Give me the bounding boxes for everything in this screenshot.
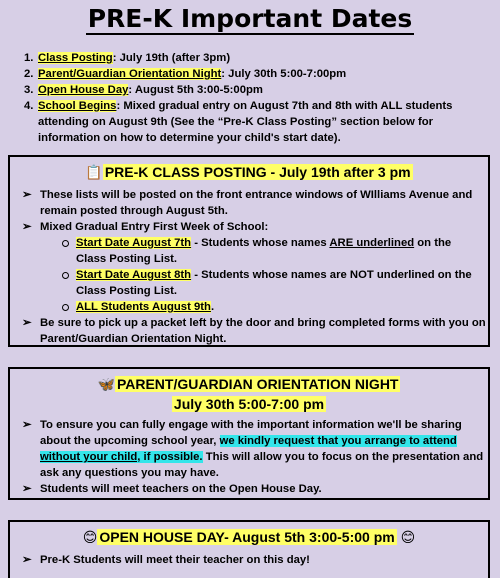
list-item: Start Date August 7th - Students whose names ARE underlined on the Class Posting List. xyxy=(10,235,488,267)
arrow-icon: ➢ xyxy=(22,189,32,201)
list-item: ➢ Be sure to pick up a packet left by the door and bring completed forms with you on Parent/Guardian Orientation Night. xyxy=(22,317,486,345)
list-item: 3. Open House Day: August 5th 3:00-5:00pm xyxy=(24,84,263,96)
section-subheading: July 30th 5:00-7:00 pm xyxy=(173,396,325,412)
section-heading: 😊 OPEN HOUSE DAY- August 5th 3:00-5:00 pm 😊 xyxy=(82,529,416,546)
list-item: ➢ To ensure you can fully engage with the important information we'll be sharing about the upcoming school year, we kindly request that you arrange to attend without your child, if possible. This will allow you to focus on the presentation and ask any questions you may have. xyxy=(22,419,484,479)
list-item: 1. Class Posting: July 19th (after 3pm) xyxy=(24,52,231,64)
list-item: 2. Parent/Guardian Orientation Night: July 30th 5:00-7:00pm xyxy=(24,68,347,80)
list-item: ALL Students August 9th. xyxy=(10,299,488,315)
smile-icon: 😊 xyxy=(82,530,98,546)
arrow-icon: ➢ xyxy=(22,317,32,329)
list-item: Start Date August 8th - Students whose names are NOT underlined on the Class Posting List. xyxy=(10,267,488,299)
list-item: 4. School Begins: Mixed gradual entry on August 7th and 8th with ALL students attending on August 9th (See the “Pre-K Class Posting” section below for information on how to determine your child's start date). xyxy=(24,100,453,144)
section-heading: 🦋 PARENT/GUARDIAN ORIENTATION NIGHT xyxy=(97,376,399,393)
list-item: ➢ Mixed Gradual Entry First Week of School: xyxy=(22,221,269,233)
list-item: ➢ These lists will be posted on the front entrance windows of WIlliams Avenue and remain posted through August 5th. xyxy=(22,189,473,217)
class-posting-section xyxy=(8,155,490,347)
arrow-icon: ➢ xyxy=(22,419,32,431)
smile-icon: 😊 xyxy=(400,530,416,546)
circle-bullet-icon xyxy=(62,240,69,247)
page-title: PRE-K Important Dates xyxy=(87,4,413,33)
key-dates-list xyxy=(24,50,484,146)
circle-bullet-icon xyxy=(62,272,69,279)
arrow-icon: ➢ xyxy=(22,554,32,566)
circle-bullet-icon xyxy=(62,304,69,311)
butterfly-icon: 🦋 xyxy=(97,377,115,393)
arrow-icon: ➢ xyxy=(22,483,32,495)
arrow-icon: ➢ xyxy=(22,221,32,233)
section-heading: 📋 PRE-K CLASS POSTING - July 19th after 3 pm xyxy=(85,164,411,181)
list-item: ➢ Pre-K Students will meet their teacher on this day! xyxy=(22,554,310,566)
open-house-section xyxy=(8,520,490,578)
clipboard-icon: 📋 xyxy=(85,165,103,181)
list-item: ➢ Students will meet teachers on the Open House Day. xyxy=(22,483,322,495)
orientation-section xyxy=(8,367,490,500)
